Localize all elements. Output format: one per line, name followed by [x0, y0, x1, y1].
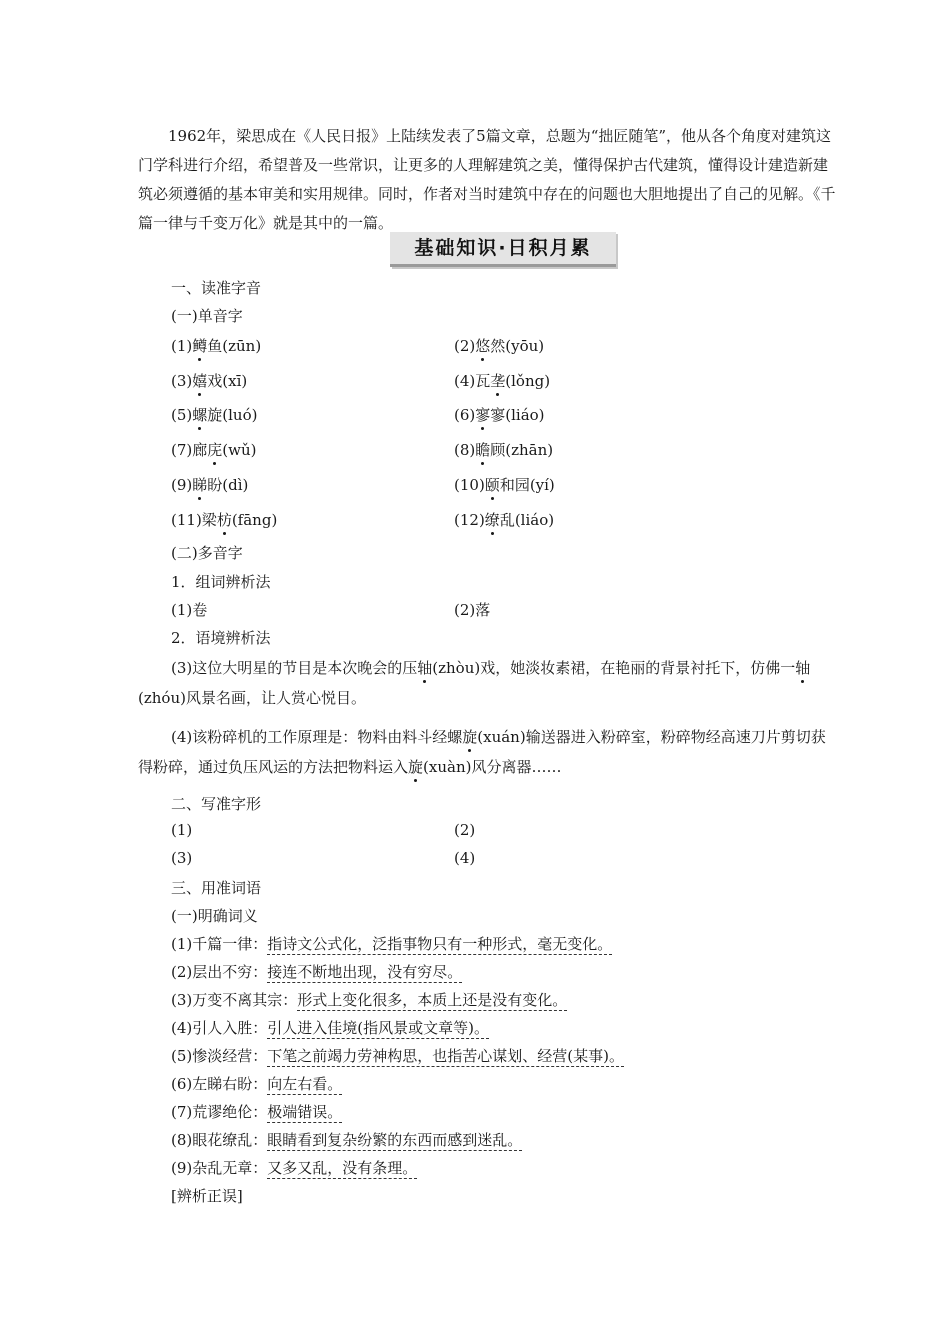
form-item: (3) — [171, 849, 193, 867]
vocab-term: (8)眼花缭乱： — [171, 1131, 268, 1149]
emphasis-char: 嬉 — [192, 372, 208, 390]
emphasis-char: 轴 — [795, 659, 811, 677]
vocab-term: (4)引人入胜： — [171, 1019, 268, 1037]
pron-item: (3)嬉戏(xī) — [171, 372, 248, 390]
emphasis-char: 寥 — [475, 406, 491, 424]
heading-use-words: 三、用准词语 — [171, 879, 262, 897]
section-banner: 基础知识·日积月累 — [390, 232, 616, 267]
emphasis-char: 轴 — [417, 659, 433, 677]
vocab-definition: 形式上变化很多，本质上还是没有变化。 — [297, 991, 568, 1009]
vocab-item — [171, 1101, 342, 1122]
multi-item: (2)落 — [454, 601, 491, 619]
vocab-definition: 向左右看。 — [267, 1075, 343, 1093]
emphasis-char: 睇 — [192, 476, 208, 494]
pron-item: (9)睇盼(dì) — [171, 476, 249, 494]
subheading-multi-sound: (二)多音字 — [171, 544, 243, 562]
pron-item: (12)缭乱(liáo) — [454, 511, 555, 529]
vocab-item — [171, 1157, 417, 1178]
vocab-term: (1)千篇一律： — [171, 935, 268, 953]
pron-item: (5)螺旋(luó) — [171, 406, 258, 424]
vocab-item — [171, 1017, 489, 1038]
vocab-term: (3)万变不离其宗： — [171, 991, 298, 1009]
emphasis-char: 垄 — [490, 372, 506, 390]
form-item: (4) — [454, 849, 476, 867]
vocab-definition: 又多又乱，没有条理。 — [267, 1159, 418, 1177]
subheading-single-sound: (一)单音字 — [171, 307, 243, 325]
vocab-item — [171, 989, 567, 1010]
emphasis-char: 枋 — [216, 511, 232, 529]
vocab-definition: 极端错误。 — [267, 1103, 343, 1121]
vocab-term: (2)层出不穷： — [171, 963, 268, 981]
pron-item: (6)寥寥(liáo) — [454, 406, 545, 424]
emphasis-char: 颐 — [484, 476, 500, 494]
pron-item: (4)瓦垄(lǒng) — [454, 372, 551, 390]
vocab-definition: 引人进入佳境(指风景或文章等)。 — [267, 1019, 489, 1037]
vocab-item — [171, 961, 462, 982]
pron-item: (10)颐和园(yí) — [454, 476, 555, 494]
multi-item: (1)卷 — [171, 601, 208, 619]
pron-item: (8)瞻顾(zhān) — [454, 441, 554, 459]
form-item: (2) — [454, 821, 476, 839]
vocab-term: (9)杂乱无章： — [171, 1159, 268, 1177]
vocab-term: (5)惨淡经营： — [171, 1047, 268, 1065]
emphasis-char: 旋 — [408, 758, 424, 776]
emphasis-char: 庑 — [207, 441, 223, 459]
context-paragraph: (3)这位大明星的节目是本次晚会的压轴(zhòu)戏，她淡妆素裙，在艳丽的背景衬托下，仿佛一轴(zhóu)风景名画，让人赏心悦目。 — [138, 659, 811, 707]
pron-item: (11)梁枋(fāng) — [171, 511, 278, 529]
vocab-definition: 下笔之前竭力劳神构思，也指苦心谋划、经营(某事)。 — [267, 1047, 624, 1065]
pron-item: (1)鳟鱼(zūn) — [171, 337, 262, 355]
section-footer-label: [辨析正误] — [171, 1187, 243, 1205]
method-heading: 1．组词辨析法 — [171, 573, 271, 591]
heading-read-pronunciation: 一、读准字音 — [171, 279, 262, 297]
intro-paragraph: 1962年，梁思成在《人民日报》上陆续发表了5篇文章，总题为“拙匠随笔”，他从各个角度对建筑这门学科进行介绍，希望普及一些常识，让更多的人理解建筑之美，懂得保护古代建筑，懂得设计建造新建筑必须遵循的基本审美和实用规律。同时，作者对当时建筑中存在的问题也大胆地提出了自己的见解。《千篇一律与千变万化》就是其中的一篇。 — [138, 127, 836, 232]
emphasis-char: 旋 — [462, 728, 478, 746]
vocab-term: (6)左睇右盼： — [171, 1075, 268, 1093]
vocab-item — [171, 1045, 624, 1066]
vocab-term: (7)荒谬绝伦： — [171, 1103, 268, 1121]
emphasis-char: 鳟 — [192, 337, 208, 355]
vocab-item — [171, 933, 612, 954]
vocab-item — [171, 1129, 522, 1150]
vocab-definition: 接连不断地出现，没有穷尽。 — [267, 963, 463, 981]
pron-item: (7)廊庑(wǔ) — [171, 441, 257, 459]
form-item: (1) — [171, 821, 193, 839]
emphasis-char: 瞻 — [475, 441, 491, 459]
method-heading: 2．语境辨析法 — [171, 629, 271, 647]
pron-item: (2)悠然(yōu) — [454, 337, 545, 355]
context-paragraph: (4)该粉碎机的工作原理是：物料由料斗经螺旋(xuán)输送器进入粉碎室，粉碎物经高速刀片剪切获得粉碎，通过负压风运的方法把物料运入旋(xuàn)风分离器…… — [138, 728, 826, 776]
emphasis-char: 螺 — [192, 406, 208, 424]
emphasis-char: 缭 — [484, 511, 500, 529]
vocab-definition: 眼睛看到复杂纷繁的东西而感到迷乱。 — [267, 1131, 523, 1149]
vocab-item — [171, 1073, 342, 1094]
heading-write-form: 二、写准字形 — [171, 795, 262, 813]
subheading-word-meaning: (一)明确词义 — [171, 907, 258, 925]
emphasis-char: 悠 — [475, 337, 491, 355]
vocab-definition: 指诗文公式化，泛指事物只有一种形式，毫无变化。 — [267, 935, 613, 953]
